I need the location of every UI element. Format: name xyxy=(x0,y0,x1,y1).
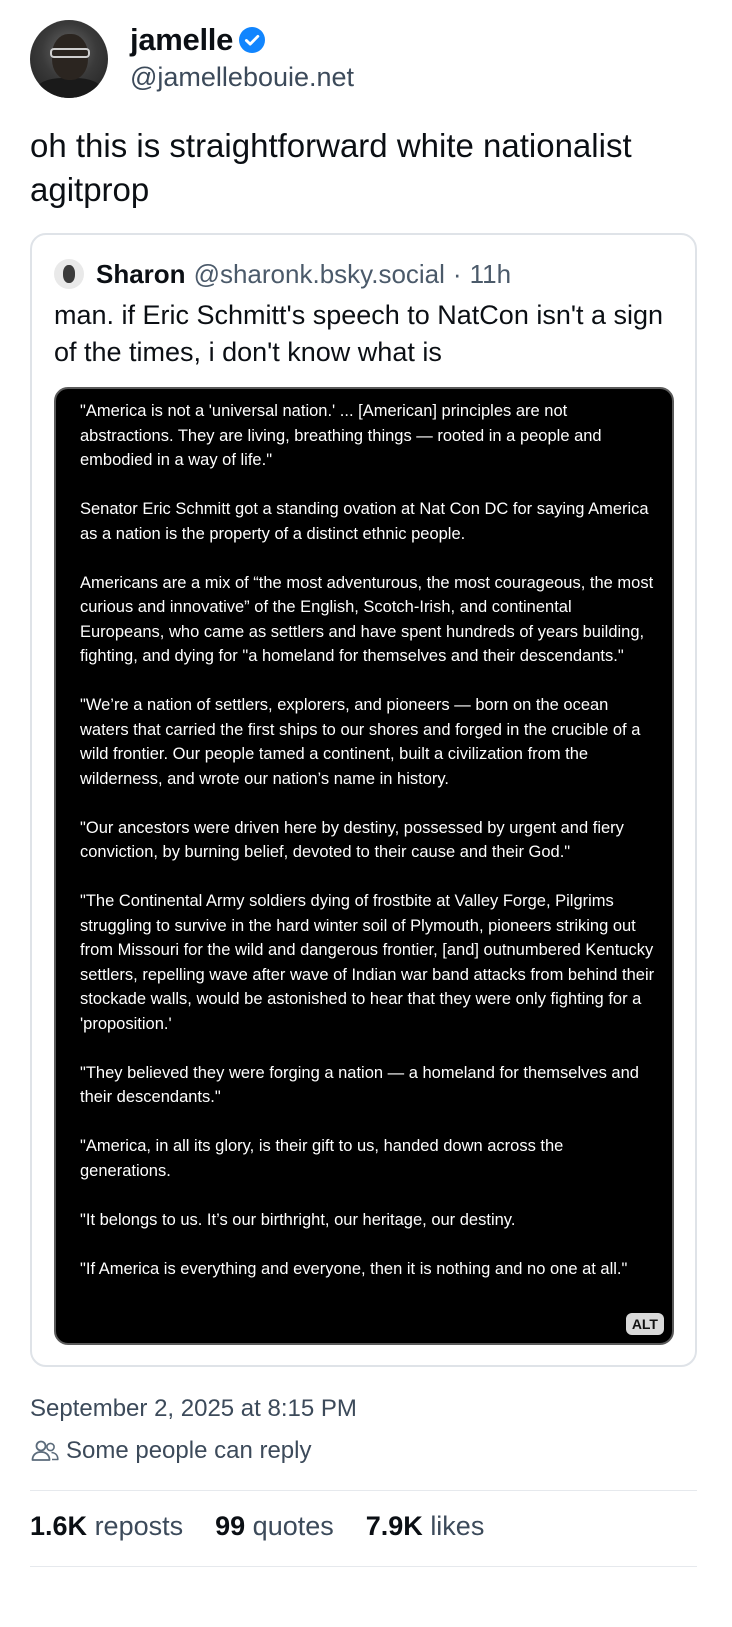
quoted-separator: · xyxy=(452,258,462,289)
quotes-stat[interactable] xyxy=(215,1511,334,1542)
image-paragraph: Americans are a mix of “the most adventurous, the most courageous, the most curious and innovative” of the English, Scotch-Irish, and continental Europeans, who came as settlers and have spent hundreds of years building, fighting, and dying for "a homeland for themselves and their descendants." xyxy=(80,573,654,665)
reply-setting-label: Some people can reply xyxy=(66,1437,312,1464)
likes-count: 7.9K xyxy=(365,1511,423,1541)
author-handle[interactable]: @jamellebouie.net xyxy=(130,62,355,92)
post-header xyxy=(30,18,710,98)
author-display-name[interactable] xyxy=(130,22,265,58)
likes-stat[interactable] xyxy=(366,1511,485,1542)
quotes-count: 99 xyxy=(215,1511,246,1541)
likes-label: likes xyxy=(430,1511,485,1541)
divider xyxy=(30,1566,697,1567)
quoted-author-avatar[interactable] xyxy=(54,259,84,289)
image-paragraph: "The Continental Army soldiers dying of frostbite at Valley Forge, Pilgrims struggling to survive in the hard winter soil of Plymouth, pioneers striking out from Missouri for the wild and dangerous frontier, [and] outnumbered Kentucky settlers, repelling wave after wave of Indian war band attacks from behind their stockade walls, would be astonished to hear that they were only fighting for a 'proposition.' xyxy=(80,892,655,1033)
quoted-author-name[interactable]: Sharon xyxy=(96,258,186,289)
reposts-stat[interactable] xyxy=(30,1511,183,1542)
author-avatar[interactable] xyxy=(30,20,108,98)
quoted-post[interactable] xyxy=(30,233,697,1367)
image-paragraph: Senator Eric Schmitt got a standing ovation at Nat Con DC for saying America as a nation is the property of a distinct ethnic people. xyxy=(80,500,649,543)
verified-check-icon[interactable] xyxy=(239,27,265,53)
people-icon xyxy=(30,1439,60,1463)
alt-text-badge[interactable]: ALT xyxy=(626,1313,664,1335)
image-paragraph: "It belongs to us. It’s our birthright, our heritage, our destiny. xyxy=(80,1210,516,1229)
image-paragraph: "America, in all its glory, is their gift to us, handed down across the generations. xyxy=(80,1137,564,1180)
post-timestamp: September 2, 2025 at 8:15 PM xyxy=(30,1395,357,1422)
quoted-author-handle[interactable]: @sharonk.bsky.social xyxy=(193,258,445,289)
quoted-post-image[interactable] xyxy=(54,387,674,1345)
quotes-label: quotes xyxy=(252,1511,334,1541)
quoted-post-header xyxy=(54,257,511,291)
author-display-name-text: jamelle xyxy=(130,22,234,57)
reply-setting xyxy=(30,1437,311,1465)
post-stats xyxy=(30,1511,484,1542)
image-paragraph: "They believed they were forging a nation — a homeland for themselves and their descendants." xyxy=(80,1063,639,1106)
image-paragraph: "If America is everything and everyone, then it is nothing and no one at all." xyxy=(80,1259,628,1278)
quoted-post-age: 11h xyxy=(469,258,512,289)
image-paragraph: "Our ancestors were driven here by destiny, possessed by urgent and fiery conviction, by burning belief, devoted to their cause and their God." xyxy=(80,818,624,861)
image-paragraph: "We’re a nation of settlers, explorers, and pioneers — born on the ocean waters that carried the first ships to our shores and forged in the crucible of a wild frontier. Our people tamed a continent, built a civilization from the wilderness, and wrote our nation’s name in history. xyxy=(80,696,641,788)
reposts-count: 1.6K xyxy=(30,1511,88,1541)
reposts-label: reposts xyxy=(94,1511,184,1541)
divider xyxy=(30,1490,697,1491)
post-text: oh this is straightforward white nationalist agitprop xyxy=(30,127,632,208)
quoted-post-text: man. if Eric Schmitt's speech to NatCon isn't a sign of the times, i don't know what is xyxy=(54,300,664,367)
image-paragraph: "America is not a 'universal nation.' ... [American] principles are not abstractions. They are living, breathing things — rooted in a people and embodied in a way of life." xyxy=(80,402,602,469)
